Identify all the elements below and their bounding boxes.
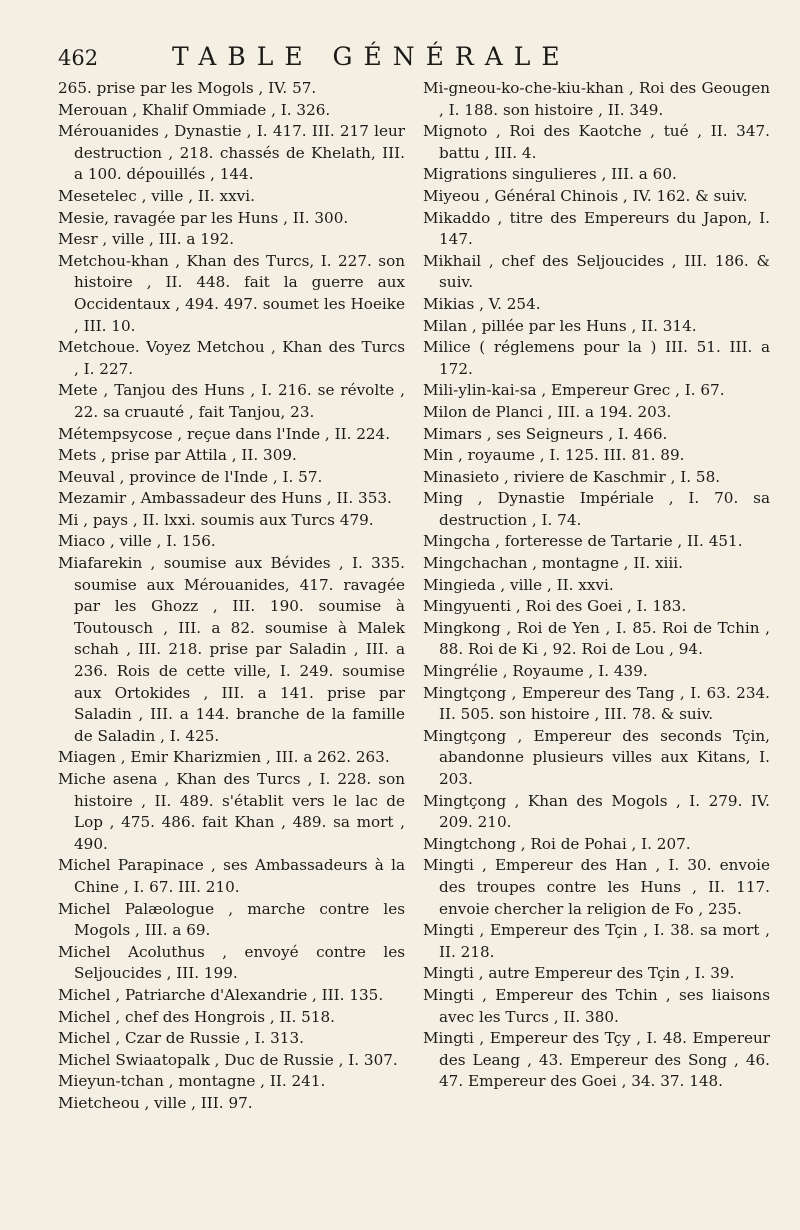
index-entry: Mi-gneou-ko-che-kiu-khan , Roi des Geougen , I. 188. son histoire , II. 349. [423, 79, 770, 119]
index-entry: Mingkong , Roi de Yen , I. 85. Roi de Tchin , 88. Roi de Ki , 92. Roi de Lou , 94. [423, 618, 770, 659]
index-entry: Migrations singulieres , III. a 60. [423, 165, 677, 184]
index-entry: Minasieto , riviere de Kaschmir , I. 58. [423, 467, 721, 486]
index-entry: Mingti , autre Empereur des Tçin , I. 39. [423, 964, 735, 983]
index-entry: Mesetelec , ville , II. xxvi. [58, 186, 255, 205]
index-entry: Mingtçong , Empereur des seconds Tçin, abandonne plusieurs villes aux Kitans, I. 203. [423, 726, 770, 788]
index-entry: Meuval , province de l'Inde , I. 57. [58, 467, 323, 486]
index-entry: Mesie, ravagée par les Huns , II. 300. [58, 208, 349, 227]
running-title: TABLE GÉNÉRALE [172, 42, 571, 71]
index-entry: Mete , Tanjou des Huns , I. 216. se révolte , 22. sa cruauté , fait Tanjou, 23. [58, 381, 405, 421]
index-entry: Milon de Planci , III. a 194. 203. [423, 402, 672, 421]
index-entry: Métempsycose , reçue dans l'Inde , II. 224. [58, 424, 391, 443]
index-entry: Mi , pays , II. lxxi. soumis aux Turcs 479. [58, 510, 374, 529]
running-header [50, 42, 766, 76]
index-entry: Metchoue. Voyez Metchou , Khan des Turcs , I. 227. [58, 338, 405, 378]
index-entry: Michel Parapinace , ses Ambassadeurs à la Chine , I. 67. III. 210. [58, 856, 405, 896]
index-column-right [423, 78, 770, 1115]
index-entry: Miafarekin , soumise aux Bévides , I. 335. soumise aux Mérouanides, 417. ravagée par les Ghozz , III. 190. soumise à Toutousch , III. a 82. soumise à Malek schah , III. 218. prise par Saladin , III. a 236. Rois de cette ville, I. 249. soumise aux Ortokides , III. a 141. prise par Saladin , III. a 144. branche de la famille de Saladin , I. 425. [58, 554, 405, 745]
index-entry: Mikhail , chef des Seljoucides , III. 186. & suiv. [423, 251, 770, 292]
index-entry: Michel , chef des Hongrois , II. 518. [58, 1007, 335, 1026]
index-entry: Mingieda , ville , II. xxvi. [423, 575, 614, 594]
index-entry: Milan , pillée par les Huns , II. 314. [423, 316, 697, 335]
index-entry: Mingcha , forteresse de Tartarie , II. 451. [423, 532, 743, 551]
index-entry: Mingrélie , Royaume , I. 439. [423, 662, 648, 681]
index-entry: Michel , Czar de Russie , I. 313. [58, 1029, 304, 1048]
index-entry: Mingti , Empereur des Tçin , I. 38. sa mort , II. 218. [423, 921, 770, 961]
index-entry: Min , royaume , I. 125. III. 81. 89. [423, 446, 685, 465]
index-entry: Mingti , Empereur des Tçy , I. 48. Empereur des Leang , 43. Empereur des Song , 46. 47. Empereur des Goei , 34. 37. 148. [423, 1029, 770, 1091]
index-entry: Mérouanides , Dynastie , I. 417. III. 217 leur destruction , 218. chassés de Khelath, III. a 100. dépouillés , 144. [58, 122, 405, 184]
index-entry: Merouan , Khalif Ommiade , I. 326. [58, 100, 331, 119]
index-entry: 265. prise par les Mogols , IV. 57. [58, 79, 317, 97]
index-entry: Miyeou , Général Chinois , IV. 162. & suiv. [423, 186, 748, 205]
index-entry: Ming , Dynastie Impériale , I. 70. sa destruction , I. 74. [423, 489, 770, 529]
index-entry: Mili-ylin-kai-sa , Empereur Grec , I. 67. [423, 381, 725, 400]
index-entry: Mignoto , Roi des Kaotche , tué , II. 347. battu , III. 4. [423, 122, 770, 162]
index-entry: Mingtçong , Empereur des Tang , I. 63. 234. II. 505. son histoire , III. 78. & suiv. [423, 683, 770, 724]
index-entry: Mingti , Empereur des Tchin , ses liaisons avec les Turcs , II. 380. [423, 985, 770, 1026]
index-entry: Miagen , Emir Kharizmien , III. a 262. 263. [58, 748, 390, 767]
index-entry: Mikias , V. 254. [423, 294, 541, 313]
page-number: 462 [58, 46, 99, 70]
index-entry: Mimars , ses Seigneurs , I. 466. [423, 424, 668, 443]
index-entry: Mikaddo , titre des Empereurs du Japon, I. 147. [423, 208, 770, 249]
index-entry: Mingchachan , montagne , II. xiii. [423, 554, 683, 573]
index-entry: Mets , prise par Attila , II. 309. [58, 446, 297, 465]
index-columns [58, 78, 770, 1115]
index-entry: Milice ( réglemens pour la ) III. 51. III. a 172. [423, 338, 770, 378]
index-entry: Michel Acoluthus , envoyé contre les Seljoucides , III. 199. [58, 942, 405, 983]
index-entry: Michel Palæologue , marche contre les Mogols , III. a 69. [58, 899, 405, 940]
index-entry: Michel Swiaatopalk , Duc de Russie , I. 307. [58, 1050, 398, 1069]
index-entry: Mieyun-tchan , montagne , II. 241. [58, 1072, 326, 1091]
index-entry: Mesr , ville , III. a 192. [58, 230, 235, 249]
index-entry: Miche asena , Khan des Turcs , I. 228. son histoire , II. 489. s'établit vers le lac de Lop , 475. 486. fait Khan , 489. sa mort , 490. [58, 770, 405, 853]
index-entry: Mietcheou , ville , III. 97. [58, 1093, 253, 1112]
index-entry: Mingti , Empereur des Han , I. 30. envoie des troupes contre les Huns , II. 117. envoie chercher la religion de Fo , 235. [423, 856, 770, 918]
index-entry: Mezamir , Ambassadeur des Huns , II. 353. [58, 489, 392, 508]
index-entry: Mingyuenti , Roi des Goei , I. 183. [423, 597, 687, 616]
index-entry: Mingtçong , Khan des Mogols , I. 279. IV. 209. 210. [423, 791, 770, 832]
index-entry: Metchou-khan , Khan des Turcs, I. 227. son histoire , II. 448. fait la guerre aux Occidentaux , 494. 497. soumet les Hoeike , III. 10. [58, 251, 405, 335]
index-entry: Mingtchong , Roi de Pohai , I. 207. [423, 834, 691, 853]
index-entry: Michel , Patriarche d'Alexandrie , III. 135. [58, 985, 384, 1004]
index-column-left [58, 78, 405, 1115]
index-entry: Miaco , ville , I. 156. [58, 532, 216, 551]
